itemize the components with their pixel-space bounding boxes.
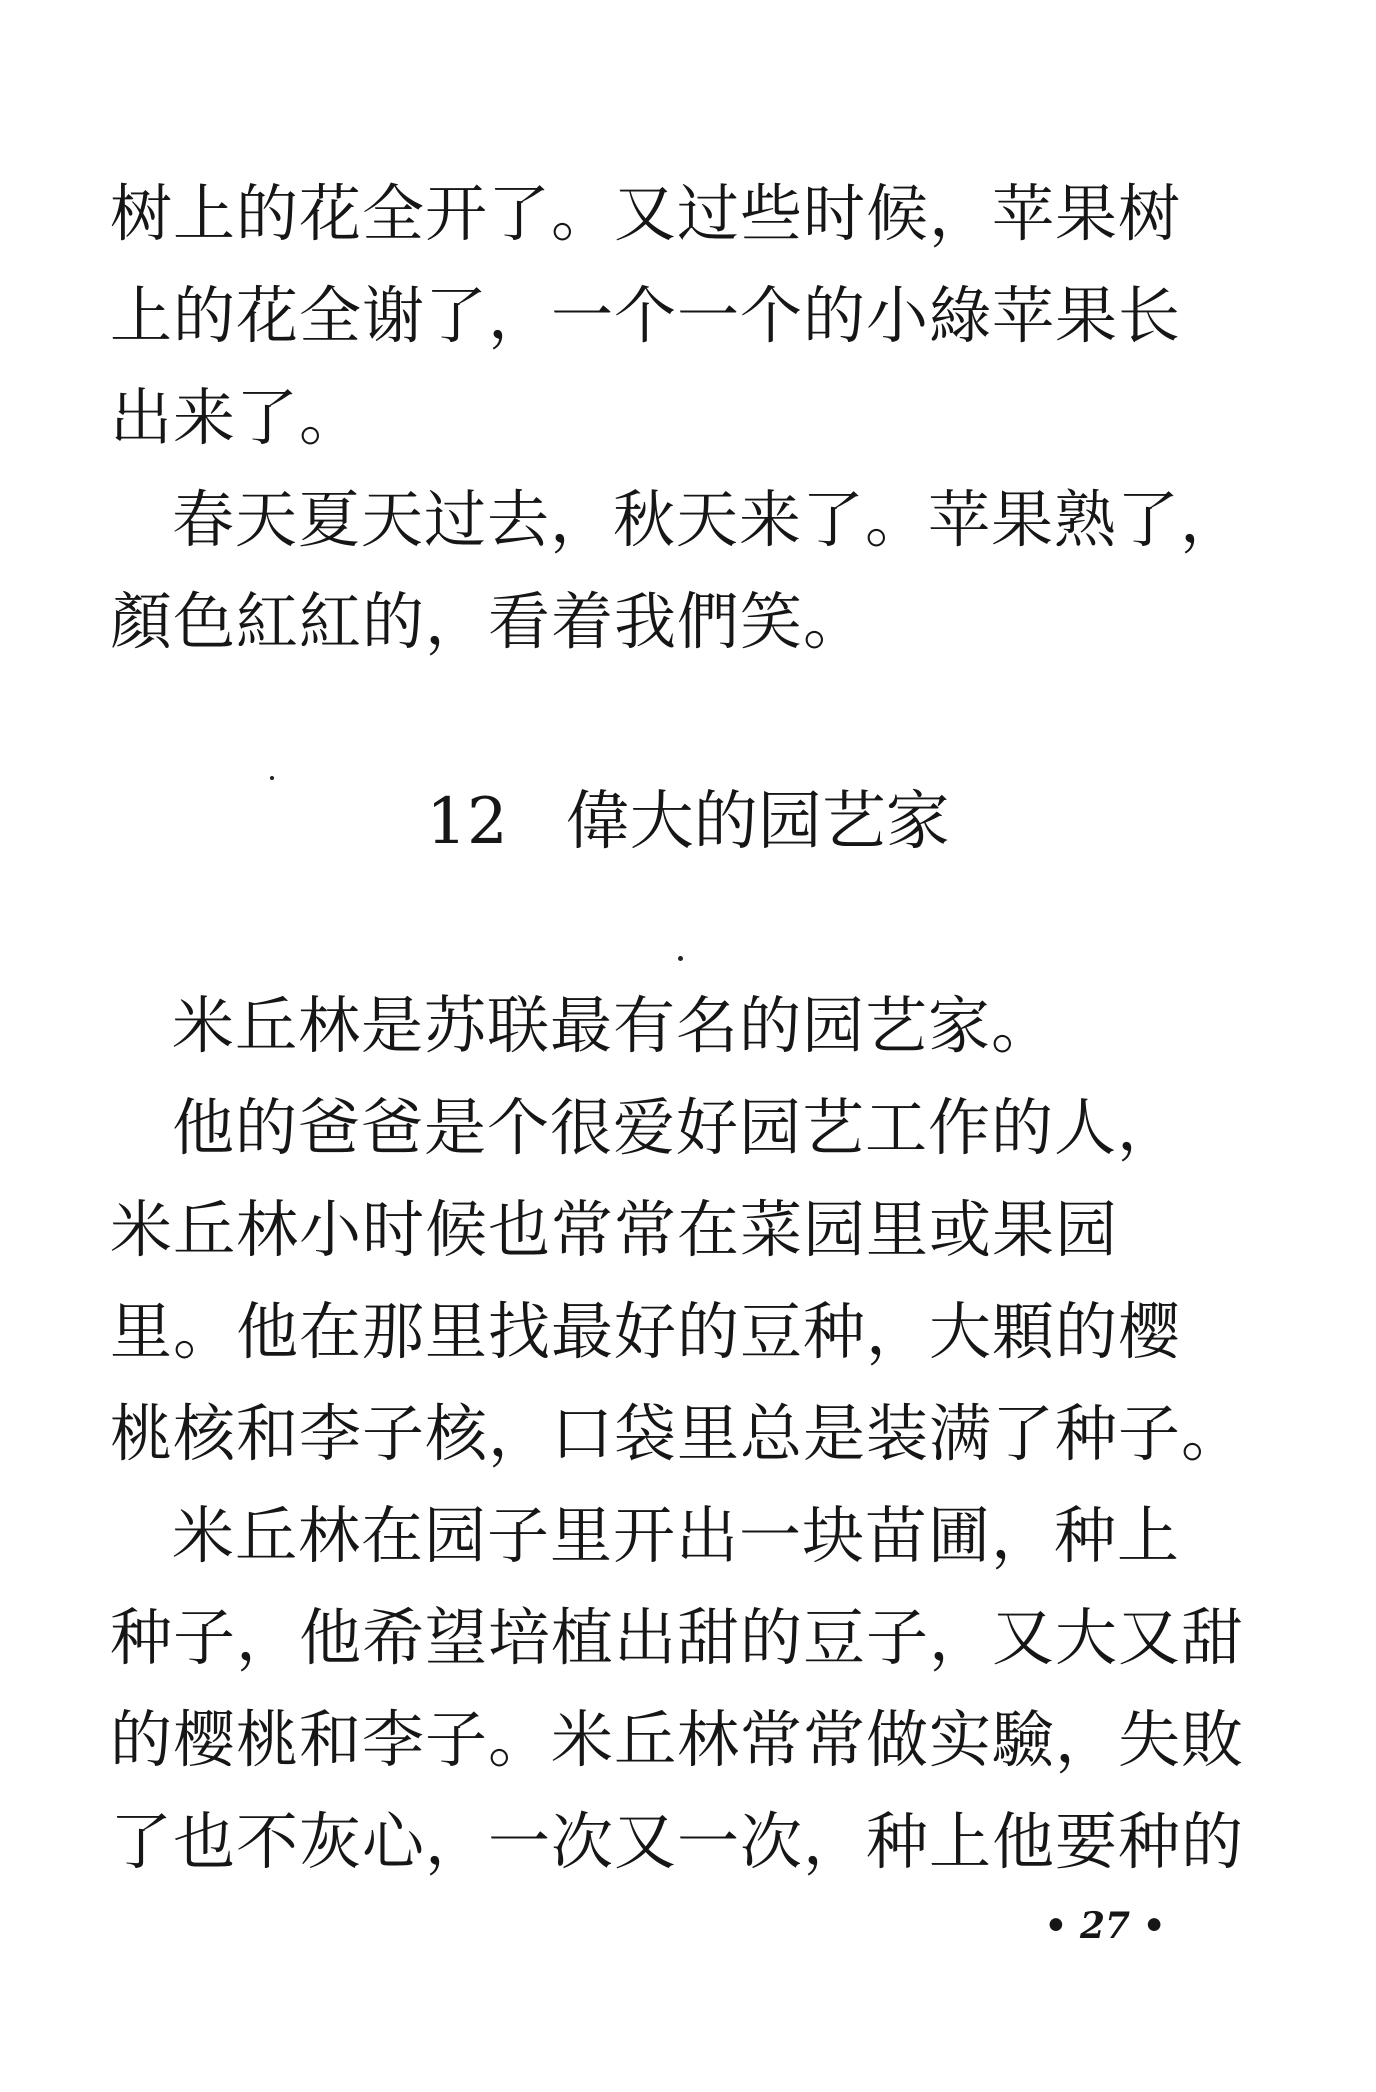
page-number: • 27 • — [1044, 1905, 1166, 1947]
text-line: 里。他在那里找最好的豆种，大顆的樱 — [110, 1295, 1182, 1368]
text-line: 米丘林是苏联最有名的园艺家。 — [172, 989, 1055, 1062]
text-line: 米丘林在园子里开出一块苗圃，种上 — [172, 1499, 1181, 1572]
chapter-number: 12 — [426, 785, 508, 859]
chapter-heading — [0, 784, 1376, 860]
text-line: 他的爸爸是个很爱好园艺工作的人， — [172, 1091, 1181, 1164]
text-line: 春天夏天过去，秋天来了。苹果熟了， — [172, 483, 1244, 556]
text-line: 种子，他希望培植出甜的豆子，又大又甜 — [110, 1601, 1245, 1674]
text-line: 的樱桃和李子。米丘林常常做实驗，失敗 — [110, 1703, 1245, 1776]
chapter-title: 偉大的园艺家 — [565, 785, 950, 859]
text-line: 了也不灰心，一次又一次，种上他要种的 — [110, 1805, 1245, 1878]
text-line: 米丘林小时候也常常在菜园里或果园 — [110, 1193, 1119, 1266]
print-speck — [678, 956, 683, 961]
text-line: 出来了。 — [110, 381, 363, 454]
text-line: 桃核和李子核，口袋里总是装满了种子。 — [110, 1397, 1245, 1470]
print-speck — [270, 776, 274, 780]
text-line: 上的花全谢了，一个一个的小綠苹果长 — [110, 279, 1182, 352]
text-line: 树上的花全开了。又过些时候，苹果树 — [110, 177, 1182, 250]
text-line: 顏色紅紅的，看着我們笑。 — [110, 585, 867, 658]
